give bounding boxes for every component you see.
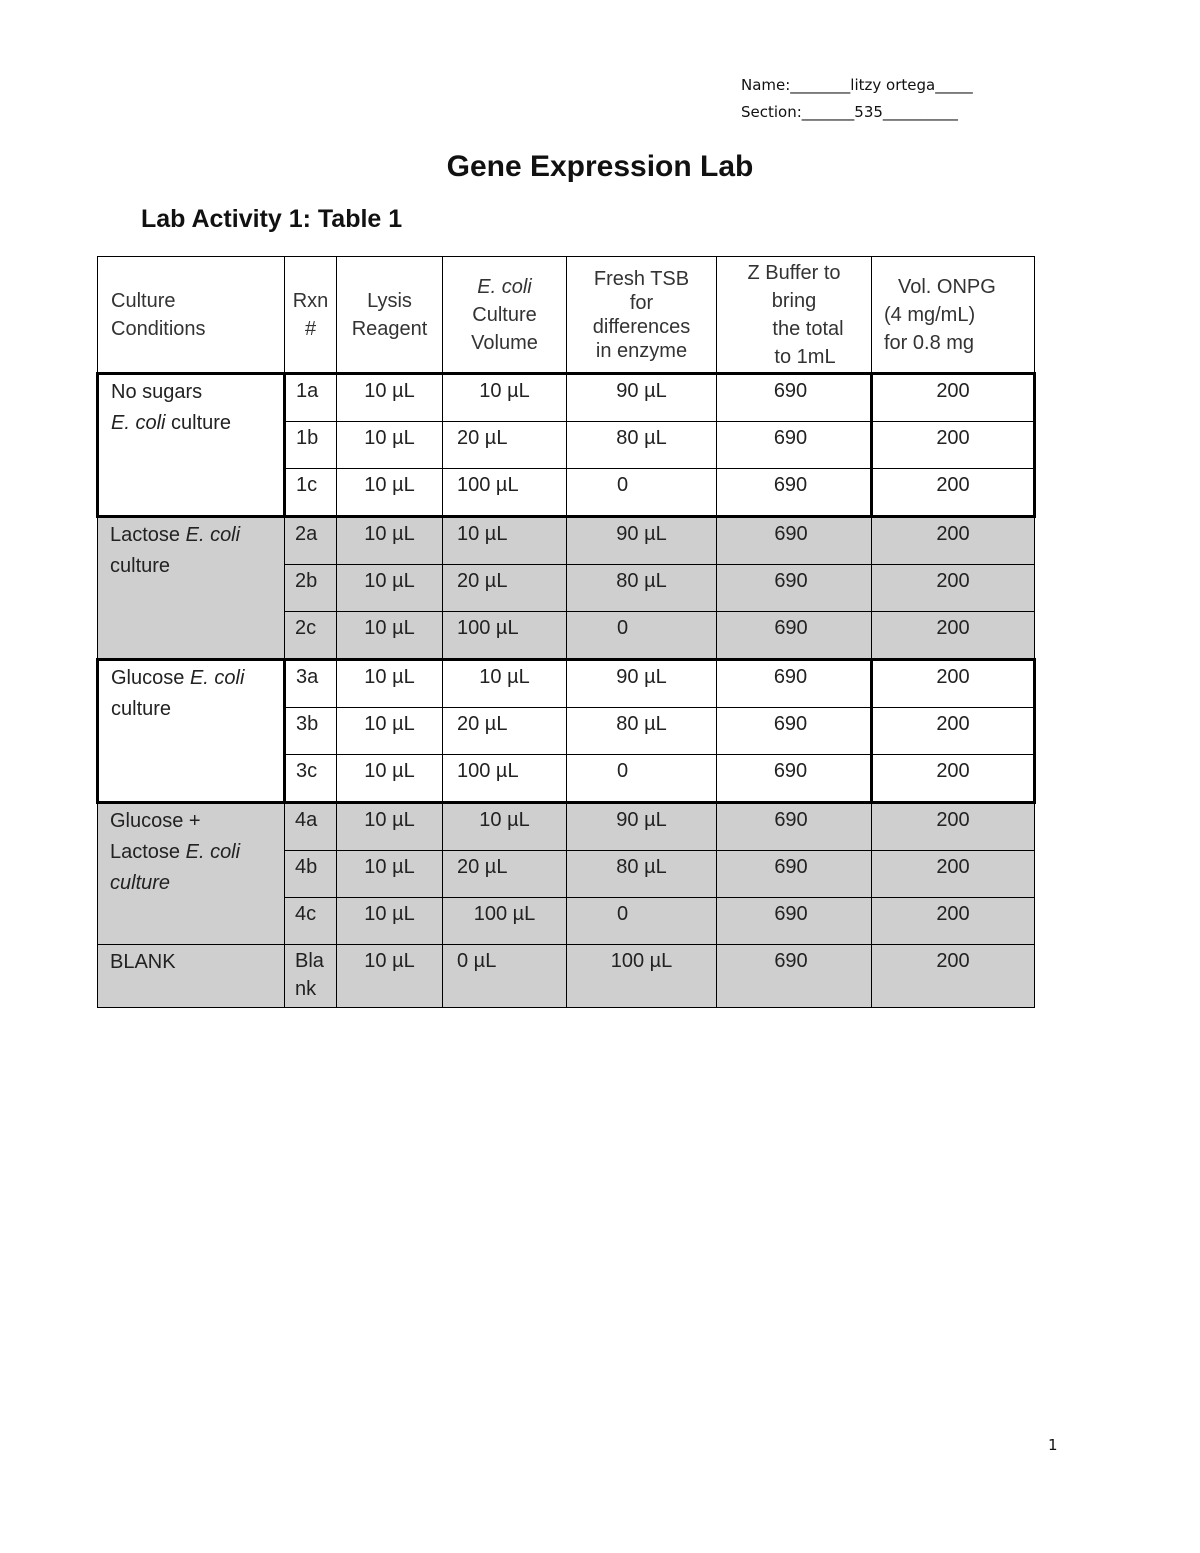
ecoli-volume-cell: 100 µL bbox=[443, 612, 567, 660]
header-lysis-reagent: Lysis Reagent bbox=[337, 257, 443, 374]
zbuffer-cell: 690 bbox=[717, 517, 872, 565]
ecoli-volume-cell: 100 µL bbox=[443, 755, 567, 803]
onpg-cell: 200 bbox=[872, 945, 1035, 1008]
ecoli-volume-cell: 10 µL bbox=[443, 374, 567, 422]
onpg-cell: 200 bbox=[872, 660, 1035, 708]
ecoli-volume-cell: 10 µL bbox=[443, 517, 567, 565]
onpg-cell: 200 bbox=[872, 517, 1035, 565]
zbuffer-cell: 690 bbox=[717, 612, 872, 660]
ecoli-volume-cell: 100 µL bbox=[443, 469, 567, 517]
rxn-cell: 3c bbox=[285, 755, 337, 803]
onpg-cell: 200 bbox=[872, 898, 1035, 945]
rxn-cell: 4c bbox=[285, 898, 337, 945]
rxn-cell: 4b bbox=[285, 851, 337, 898]
ecoli-volume-cell: 10 µL bbox=[443, 803, 567, 851]
header-ecoli-volume: E. coli Culture Volume bbox=[443, 257, 567, 374]
rxn-cell: 4a bbox=[285, 803, 337, 851]
zbuffer-cell: 690 bbox=[717, 755, 872, 803]
lysis-cell: 10 µL bbox=[337, 898, 443, 945]
rxn-cell: Bla nk bbox=[285, 945, 337, 1008]
tsb-cell: 0 bbox=[567, 755, 717, 803]
table-row bbox=[98, 660, 1035, 708]
zbuffer-cell: 690 bbox=[717, 422, 872, 469]
lysis-cell: 10 µL bbox=[337, 422, 443, 469]
rxn-cell: 3a bbox=[285, 660, 337, 708]
tsb-cell: 80 µL bbox=[567, 851, 717, 898]
zbuffer-cell: 690 bbox=[717, 898, 872, 945]
lysis-cell: 10 µL bbox=[337, 851, 443, 898]
onpg-cell: 200 bbox=[872, 565, 1035, 612]
tsb-cell: 90 µL bbox=[567, 374, 717, 422]
onpg-cell: 200 bbox=[872, 755, 1035, 803]
tsb-cell: 0 bbox=[567, 612, 717, 660]
zbuffer-cell: 690 bbox=[717, 469, 872, 517]
tsb-cell: 80 µL bbox=[567, 708, 717, 755]
onpg-cell: 200 bbox=[872, 422, 1035, 469]
zbuffer-cell: 690 bbox=[717, 660, 872, 708]
zbuffer-cell: 690 bbox=[717, 374, 872, 422]
onpg-cell: 200 bbox=[872, 374, 1035, 422]
onpg-cell: 200 bbox=[872, 469, 1035, 517]
rxn-cell: 2b bbox=[285, 565, 337, 612]
condition-cell: Glucose + Lactose E. coli culture bbox=[98, 803, 285, 945]
ecoli-volume-cell: 10 µL bbox=[443, 660, 567, 708]
lysis-cell: 10 µL bbox=[337, 755, 443, 803]
onpg-cell: 200 bbox=[872, 851, 1035, 898]
table-row bbox=[98, 517, 1035, 565]
ecoli-volume-cell: 20 µL bbox=[443, 708, 567, 755]
page-number: 1 bbox=[1048, 1436, 1058, 1454]
zbuffer-cell: 690 bbox=[717, 851, 872, 898]
header-fresh-tsb: Fresh TSB for differences in enzyme bbox=[567, 257, 717, 374]
tsb-cell: 80 µL bbox=[567, 565, 717, 612]
onpg-cell: 200 bbox=[872, 612, 1035, 660]
zbuffer-cell: 690 bbox=[717, 565, 872, 612]
table-row bbox=[98, 803, 1035, 851]
tsb-cell: 100 µL bbox=[567, 945, 717, 1008]
header-z-buffer: Z Buffer to bring the total to 1mL bbox=[717, 257, 872, 374]
rxn-cell: 3b bbox=[285, 708, 337, 755]
rxn-cell: 2c bbox=[285, 612, 337, 660]
zbuffer-cell: 690 bbox=[717, 945, 872, 1008]
condition-cell: Glucose E. coli culture bbox=[98, 660, 285, 803]
ecoli-volume-cell: 20 µL bbox=[443, 851, 567, 898]
onpg-cell: 200 bbox=[872, 708, 1035, 755]
table-header-row bbox=[98, 257, 1035, 374]
lysis-cell: 10 µL bbox=[337, 612, 443, 660]
rxn-cell: 1b bbox=[285, 422, 337, 469]
lysis-cell: 10 µL bbox=[337, 803, 443, 851]
tsb-cell: 90 µL bbox=[567, 517, 717, 565]
lysis-cell: 10 µL bbox=[337, 708, 443, 755]
ecoli-volume-cell: 20 µL bbox=[443, 422, 567, 469]
header-rxn: Rxn # bbox=[285, 257, 337, 374]
header-culture-conditions: Culture Conditions bbox=[98, 257, 285, 374]
ecoli-volume-cell: 100 µL bbox=[443, 898, 567, 945]
rxn-cell: 2a bbox=[285, 517, 337, 565]
tsb-cell: 80 µL bbox=[567, 422, 717, 469]
condition-cell: No sugars E. coli culture bbox=[98, 374, 285, 517]
lysis-cell: 10 µL bbox=[337, 374, 443, 422]
page-title: Gene Expression Lab bbox=[446, 150, 754, 183]
name-line: Name:________litzy ortega_____ bbox=[741, 76, 973, 94]
onpg-cell: 200 bbox=[872, 803, 1035, 851]
lysis-cell: 10 µL bbox=[337, 945, 443, 1008]
lysis-cell: 10 µL bbox=[337, 469, 443, 517]
rxn-cell: 1c bbox=[285, 469, 337, 517]
tsb-cell: 0 bbox=[567, 898, 717, 945]
blank-row bbox=[98, 945, 1035, 1008]
header-vol-onpg: Vol. ONPG (4 mg/mL) for 0.8 mg bbox=[872, 257, 1035, 374]
zbuffer-cell: 690 bbox=[717, 803, 872, 851]
ecoli-volume-cell: 20 µL bbox=[443, 565, 567, 612]
lysis-cell: 10 µL bbox=[337, 565, 443, 612]
table-row bbox=[98, 374, 1035, 422]
tsb-cell: 0 bbox=[567, 469, 717, 517]
ecoli-volume-cell: 0 µL bbox=[443, 945, 567, 1008]
lysis-cell: 10 µL bbox=[337, 660, 443, 708]
condition-cell: Lactose E. coli culture bbox=[98, 517, 285, 660]
reaction-table bbox=[96, 256, 1036, 1008]
rxn-cell: 1a bbox=[285, 374, 337, 422]
tsb-cell: 90 µL bbox=[567, 660, 717, 708]
lysis-cell: 10 µL bbox=[337, 517, 443, 565]
table-caption: Lab Activity 1: Table 1 bbox=[141, 205, 403, 233]
zbuffer-cell: 690 bbox=[717, 708, 872, 755]
section-line: Section:_______535__________ bbox=[741, 103, 958, 121]
tsb-cell: 90 µL bbox=[567, 803, 717, 851]
condition-cell: BLANK bbox=[98, 945, 285, 1008]
